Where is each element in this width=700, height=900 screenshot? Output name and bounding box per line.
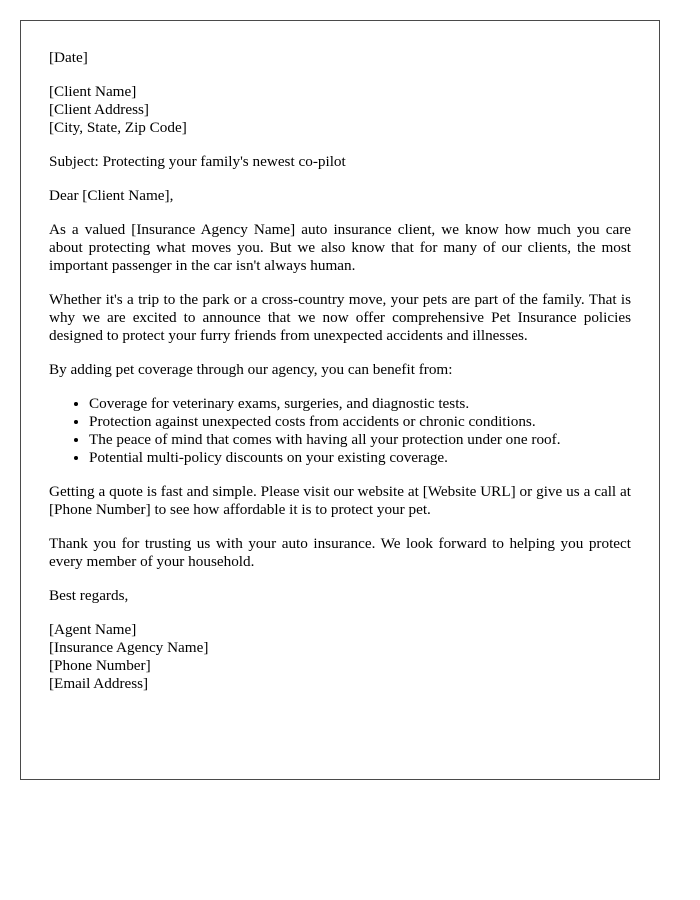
letter-salutation: Dear [Client Name], [49,187,174,204]
recipient-name: [Client Name] [49,83,137,100]
benefit-item: • The peace of mind that comes with having all your protection under one roof. [89,431,631,449]
signature-phone: [Phone Number] [49,657,151,674]
letter-subject: Subject: Protecting your family's newest co-pilot [49,153,346,170]
signature-block [49,621,631,693]
letter-page [20,20,660,780]
signature-agent-name: [Agent Name] [49,621,137,638]
benefit-item: • Protection against unexpected costs from accidents or chronic conditions. [89,413,631,431]
body-paragraph-announcement: Whether it's a trip to the park or a cross-country move, your pets are part of the family. That is why we are excited to announce that we now offer comprehensive Pet Insurance policies designed to protect your furry friends from unexpected accidents and illnesses. [49,291,631,344]
signature-email: [Email Address] [49,675,149,692]
recipient-address-block [49,83,631,137]
letter-date: [Date] [49,49,88,66]
recipient-address: [Client Address] [49,101,149,118]
body-paragraph-intro: As a valued [Insurance Agency Name] auto insurance client, we know how much you care about protecting what moves you. But we also know that for many of our clients, the most important passenger in the car isn't always human. [49,221,631,274]
benefits-list [49,395,631,467]
benefit-item: • Potential multi-policy discounts on your existing coverage. [89,449,631,467]
benefit-item: • Coverage for veterinary exams, surgeries, and diagnostic tests. [89,395,631,413]
body-paragraph-quote: Getting a quote is fast and simple. Please visit our website at [Website URL] or give us a call at [Phone Number] to see how affordable it is to protect your pet. [49,483,631,518]
signature-agency-name: [Insurance Agency Name] [49,639,209,656]
body-paragraph-thanks: Thank you for trusting us with your auto insurance. We look forward to helping you protect every member of your household. [49,535,631,570]
body-paragraph-benefits-lead: By adding pet coverage through our agency, you can benefit from: [49,361,453,378]
recipient-city-state-zip: [City, State, Zip Code] [49,119,187,136]
letter-signoff: Best regards, [49,587,129,604]
